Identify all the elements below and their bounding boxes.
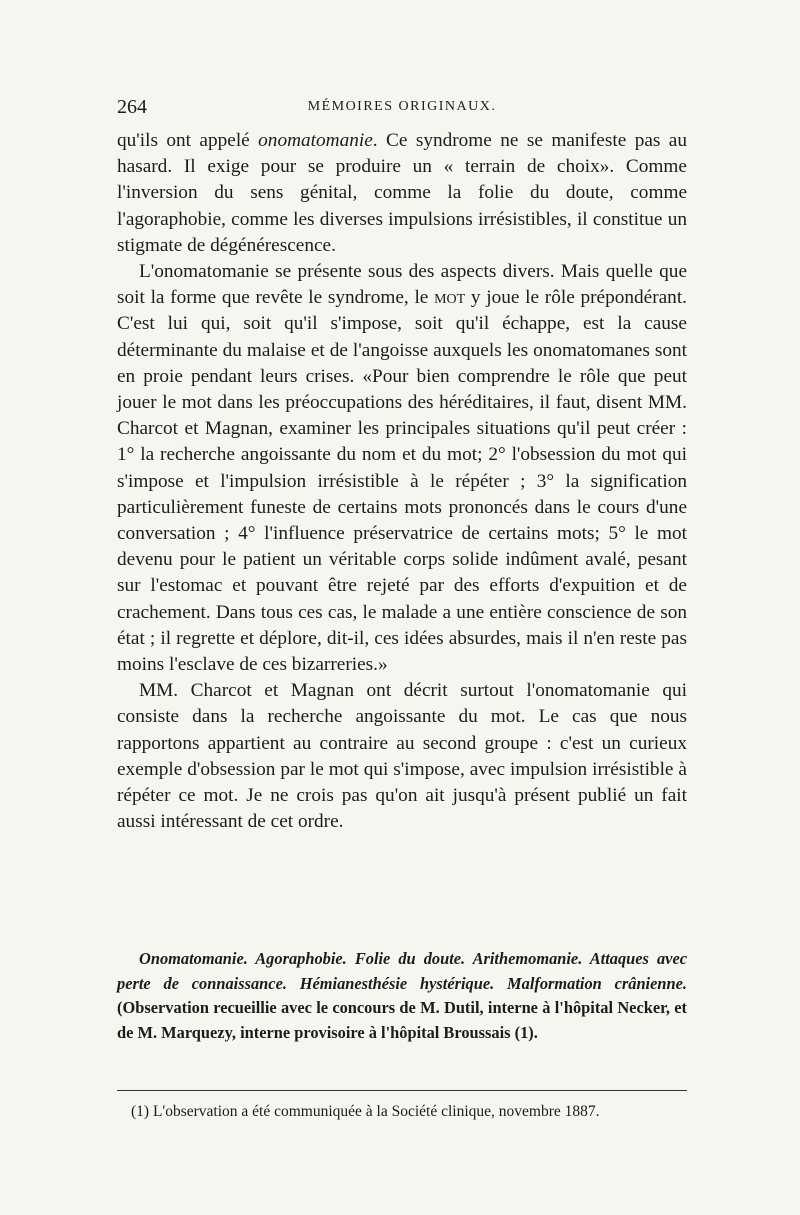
paragraph-1-text-b: . Ce syndrome ne se manifeste pas au hasard. Il exige pour se produire un « terrain de choix». Comme l'inversion du sens génital, comme la folie du doute, comme l'agoraphobie, comme les diverses impulsions irrésistibles, il constitue un stigmate de dégénérescence. (117, 130, 688, 256)
mot-term: mot (434, 287, 466, 309)
observation-title (117, 947, 687, 1045)
page-header (117, 96, 687, 122)
paragraph-2-text-a: L'onomatomanie se présente sous des aspects divers. Mais quelle que soit la forme que revête le syndrome, le (117, 261, 687, 309)
paragraph-2-text-b: y joue le rôle prépondérant. C'est lui qui, soit qu'il s'impose, soit qu'il échappe, est la cause déterminante du malaise et de l'angoisse auxquels les onomatomanes sont en proie pendant leurs crises. «Pour bien comprendre le rôle que peut jouer le mot dans les préoccupations des héréditaires, il faut, disent MM. Charcot et Magnan, examiner les principales situations qu'il peut créer : 1° la recherche angoissante du nom et du mot; 2° l'obsession du mot qui s'impose et l'impulsion irrésistible à le répéter ; 3° la signification particulièrement funeste de certains mots prononcés dans le cours d'une conversation ; 4° l'influence préservatrice de certains mots; 5° le mot devenu pour le patient un véritable corps solide indûment avalé, pesant sur l'estomac et pouvant être rejeté par des efforts d'expuition et de crachement. Dans tous ces cas, le malade a une entière conscience de son état ; il regrette et déplore, dit-il, ces idées absurdes, mais il n'en reste pas moins l'esclave de ces bizarreries.» (117, 287, 687, 676)
running-head: MÉMOIRES ORIGINAUX. (307, 99, 497, 114)
footnote (117, 1102, 687, 1122)
body-text (117, 128, 687, 835)
paragraph-1 (117, 128, 687, 259)
observation-note: (Observation recueillie avec le concours de M. Dutil, interne à l'hôpital Necker, et de M. Marquezy, interne provisoire à l'hôpital Broussais (1). (117, 998, 687, 1042)
footnote-text: (1) L'observation a été communiquée à la Société clinique, novembre 1887. (131, 1103, 600, 1120)
onomatomanie-term: onomatomanie (258, 130, 373, 151)
observation-keywords: Onomatomanie. Agoraphobie. Folie du doute. Arithemomanie. Attaques avec perte de connaissance. Hémianesthésie hystérique. Malformation crânienne. (117, 949, 687, 993)
page-number: 264 (117, 96, 147, 118)
footnote-separator (117, 1090, 687, 1091)
paragraph-3: MM. Charcot et Magnan ont décrit surtout l'onomatomanie qui consiste dans la recherche angoissante du mot. Le cas que nous rapportons appartient au contraire au second groupe : c'est un curieux exemple d'obsession par le mot qui s'impose, avec impulsion irrésistible à répéter ce mot. Je ne crois pas qu'on ait jusqu'à présent publié un fait aussi intéressant de cet ordre. (117, 680, 687, 833)
paragraph-2 (117, 259, 687, 678)
paragraph-1-text-a: qu'ils ont appelé (117, 130, 259, 151)
